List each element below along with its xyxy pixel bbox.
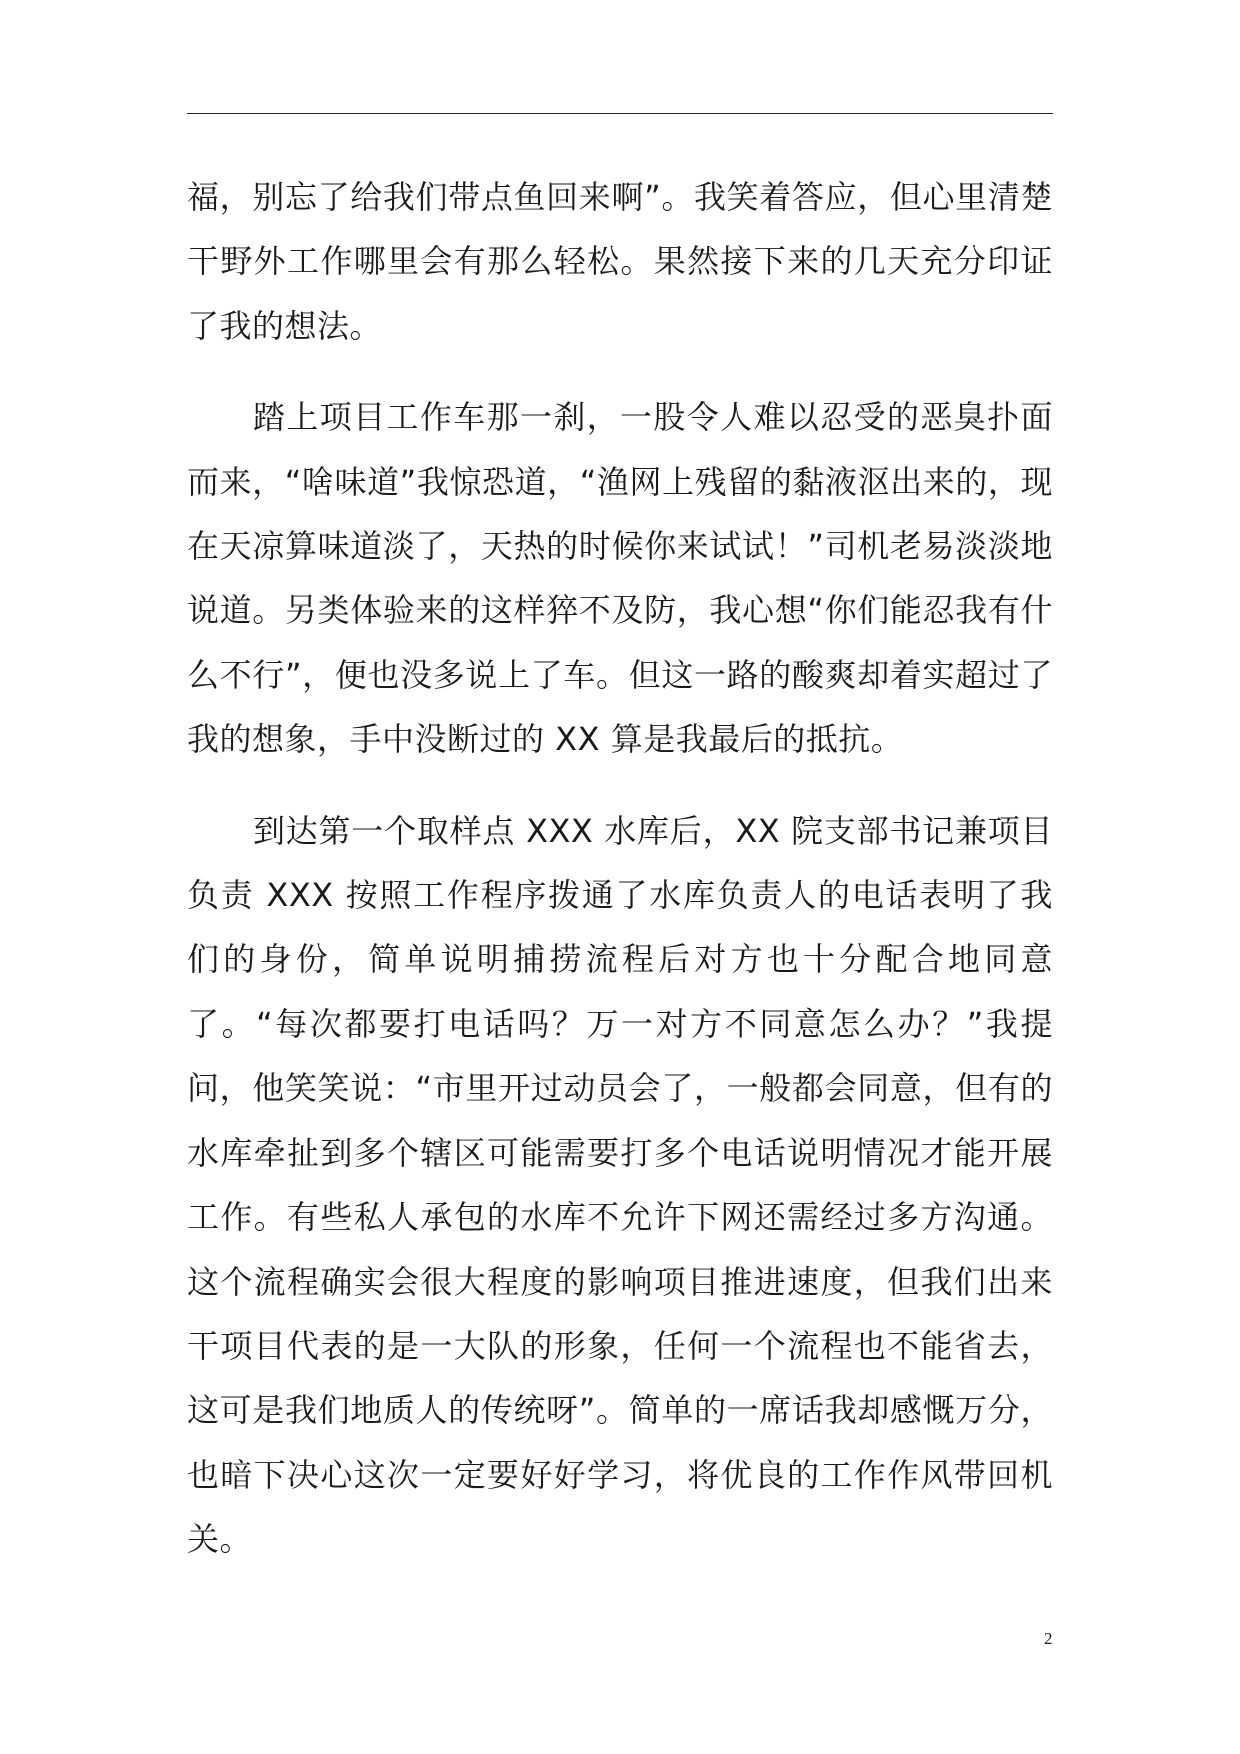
paragraph-3: 到达第一个取样点 XXX 水库后，XX 院支部书记兼项目负责 XXX 按照工作程序拨通了水库负责人的电话表明了我们的身份，简单说明捕捞流程后对方也十分配合地同意了。“每次都要打电话吗？万一对方不同意怎么办？”我提问，他笑笑说：“市里开过动员会了，一般都会同意，但有的水库牵扯到多个辖区可能需要打多个电话说明情况才能开展工作。有些私人承包的水库不允许下网还需经过多方沟通。这个流程确实会很大程度的影响项目推进速度，但我们出来干项目代表的是一大队的形象，任何一个流程也不能省去，这可是我们地质人的传统呀”。简单的一席话我却感慨万分，也暗下决心这次一定要好好学习，将优良的工作作风带回机关。 <box>187 811 1053 1559</box>
document-body <box>187 165 1053 1572</box>
page-number: 2 <box>1044 1629 1053 1648</box>
paragraph-2: 踏上项目工作车那一刹，一股令人难以忍受的恶臭扑面而来，“啥味道”我惊恐道，“渔网上残留的黏液沤出来的，现在天凉算味道淡了，天热的时候你来试试！”司机老易淡淡地说道。另类体验来的这样猝不及防，我心想“你们能忍我有什么不行”，便也没多说上了车。但这一路的酸爽却着实超过了我的想象，手中没断过的 XX 算是我最后的抵抗。 <box>187 398 1053 759</box>
paragraph-1: 福，别忘了给我们带点鱼回来啊”。我笑着答应，但心里清楚干野外工作哪里会有那么轻松。果然接下来的几天充分印证了我的想法。 <box>187 178 1053 345</box>
header-rule <box>187 113 1053 114</box>
